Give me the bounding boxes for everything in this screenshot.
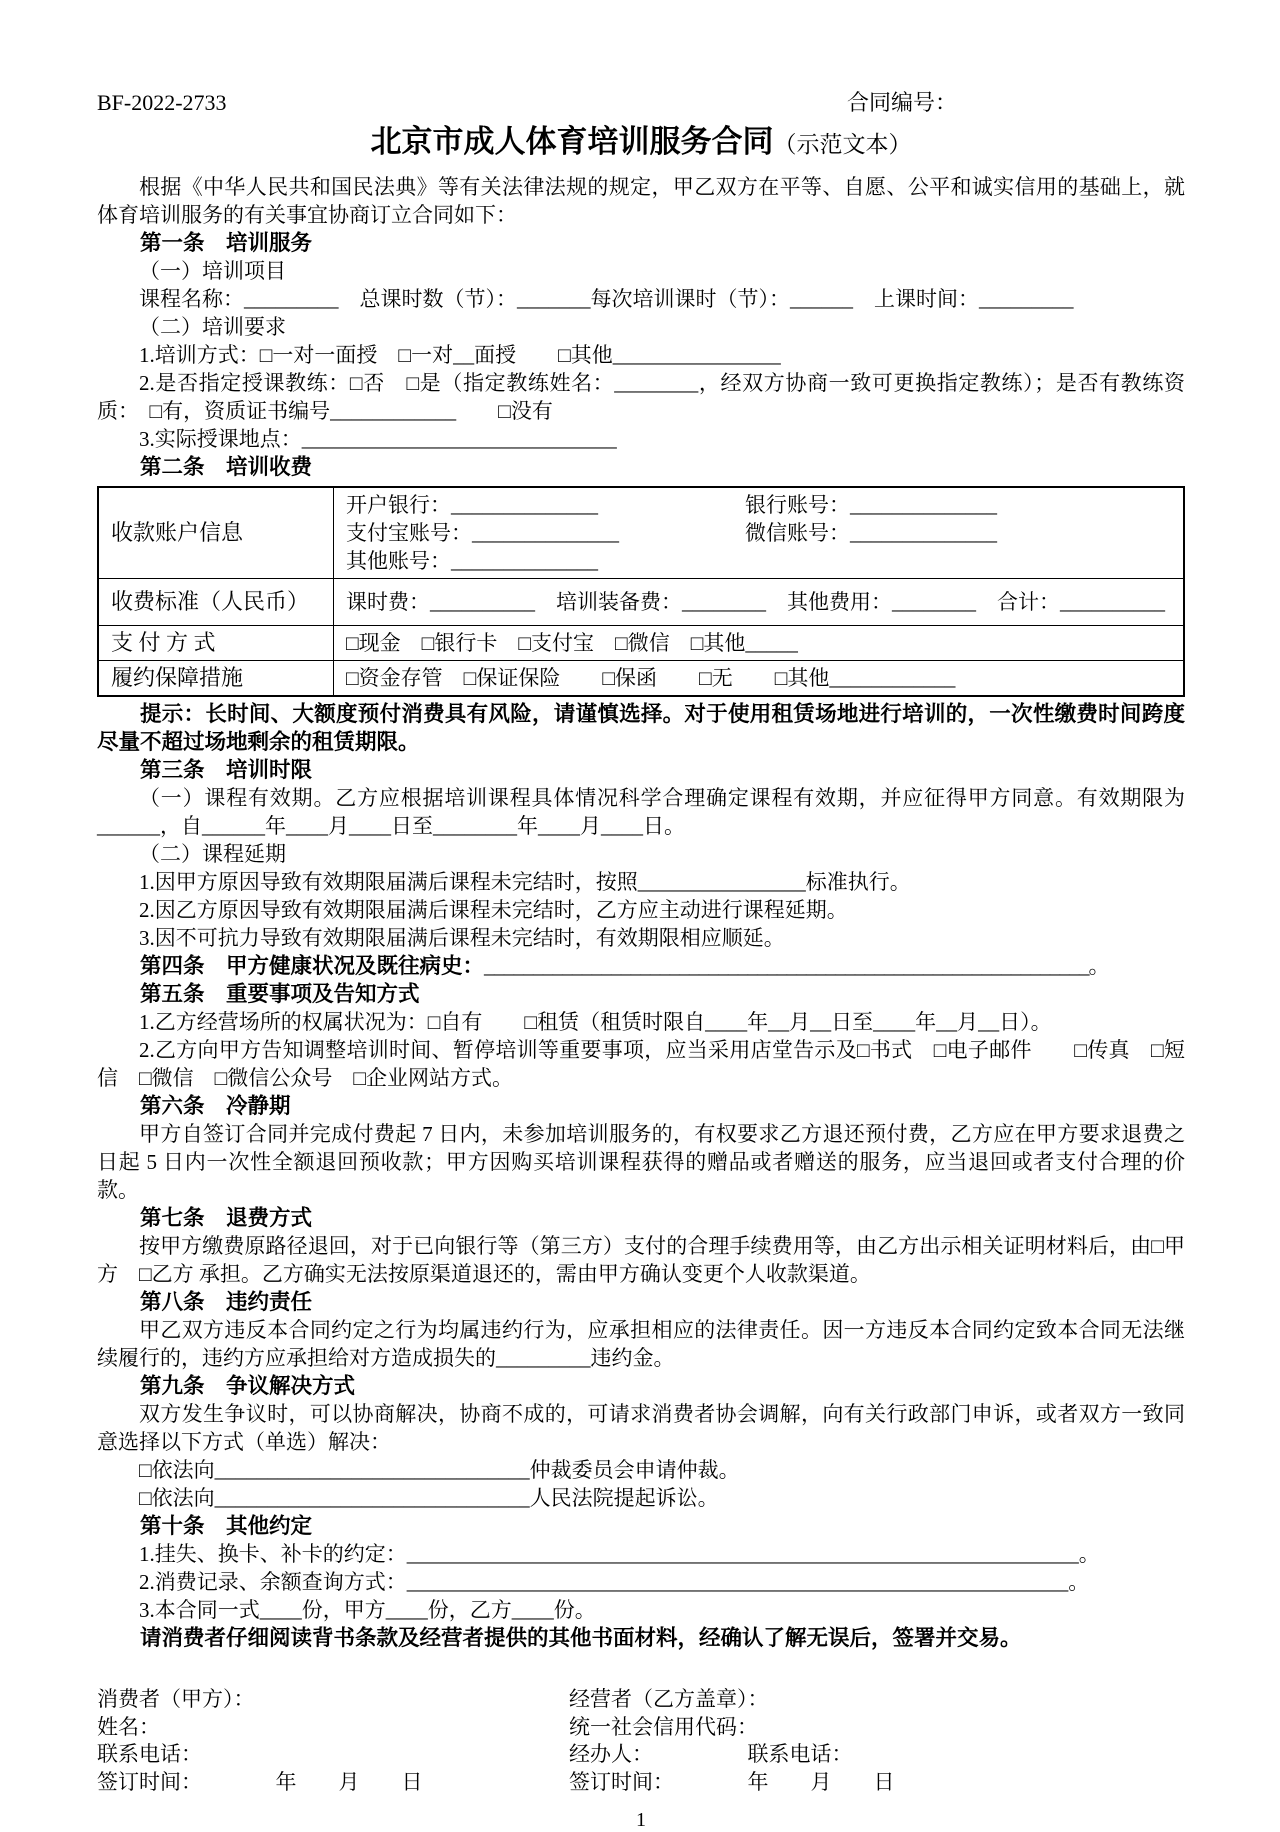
alipay-wechat-line: 支付宝账号：______________ 微信账号：______________	[346, 521, 997, 545]
course-validity-line: （一）课程有效期。乙方应根据培训课程具体情况科学合理确定课程有效期，并应征得甲方同意。有效期限为______，自______年____月____日至________年____月____日。	[97, 786, 1185, 838]
account-info-row	[98, 487, 1184, 579]
fee-standard-line: 课时费：__________ 培训装备费：________ 其他费用：________ 合计：__________	[346, 590, 1165, 614]
document-code: BF-2022-2733	[97, 90, 227, 115]
premises-ownership-line: 1.乙方经营场所的权属状况为：□自有 □租赁（租赁时限自____年__月__日至____年__月__日）。	[139, 1010, 1052, 1034]
card-loss-line: 1.挂失、换卡、补卡的约定：________________________________________________________________。	[139, 1542, 1100, 1566]
other-account-line: 其他账号：______________	[346, 549, 598, 573]
guarantee-options-line: □资金存管 □保证保险 □保函 □无 □其他____________	[346, 666, 956, 690]
breach-liability-paragraph: 甲乙双方违反本合同约定之行为均属违约行为，应承担相应的法律责任。因一方违反本合同约定致本合同无法继续履行的，违约方应承担给对方造成损失的_________违约金。	[97, 1318, 1185, 1370]
contract-title-main: 北京市成人体育培训服务合同	[370, 124, 774, 159]
arbitration-option-line: □依法向______________________________仲裁委员会申请仲裁。	[139, 1458, 740, 1482]
article4-label: 第四条 甲方健康状况及既往病史：	[140, 954, 485, 978]
course-info-line: 课程名称：_________ 总课时数（节）：_______每次培训课时（节）：______ 上课时间：_________	[139, 287, 1074, 311]
article4-blank: ______________________________________________________________。	[484, 954, 1110, 978]
party-a-title: 消费者（甲方）：	[97, 1687, 255, 1711]
article5-heading: 第五条 重要事项及告知方式	[140, 982, 420, 1006]
delay-item-2: 2.因乙方原因导致有效期限届满后课程未完结时，乙方应主动进行课程延期。	[139, 898, 848, 922]
fee-standard-label: 收费标准（人民币）	[98, 579, 334, 626]
payment-method-row	[98, 626, 1184, 661]
account-info-content	[334, 487, 1185, 579]
article8-heading: 第八条 违约责任	[140, 1290, 313, 1314]
account-info-label: 收款账户信息	[98, 487, 334, 579]
training-location-line: 3.实际授课地点：______________________________	[139, 427, 617, 451]
dispute-resolution-paragraph: 双方发生争议时，可以协商解决，协商不成的，可请求消费者协会调解，向有关行政部门申诉，或者双方一致同意选择以下方式（单选）解决：	[97, 1402, 1185, 1454]
payment-options-line: □现金 □银行卡 □支付宝 □微信 □其他_____	[346, 631, 798, 655]
article7-heading: 第七条 退费方式	[140, 1206, 313, 1230]
party-b-block	[569, 1686, 1185, 1796]
payment-method-label: 支 付 方 式	[98, 626, 334, 661]
contract-title	[97, 122, 1185, 165]
article9-heading: 第九条 争议解决方式	[140, 1374, 356, 1398]
copies-line: 3.本合同一式____份，甲方____份，乙方____份。	[139, 1598, 596, 1622]
party-a-phone-label: 联系电话：	[97, 1742, 202, 1766]
payment-method-content	[334, 626, 1185, 661]
party-b-credit-code-label: 统一社会信用代码：	[569, 1714, 758, 1739]
clause-3-2-label: （二）课程延期	[139, 842, 286, 866]
page-number: 1	[636, 1809, 646, 1831]
fee-standard-content	[334, 579, 1185, 626]
guarantee-content	[334, 661, 1185, 697]
guarantee-row	[98, 661, 1184, 697]
consumer-notice: 请消费者仔细阅读背书条款及经营者提供的其他书面材料，经确认了解无误后，签署并交易。	[140, 1626, 1022, 1650]
party-b-sign-date-label: 签订时间： 年 月 日	[569, 1769, 895, 1794]
clause-1-1-label: （一）培训项目	[139, 259, 286, 283]
party-b-title: 经营者（乙方盖章）：	[569, 1687, 769, 1711]
signature-block	[97, 1686, 1185, 1796]
litigation-option-line: □依法向______________________________人民法院提起诉讼。	[139, 1486, 719, 1510]
article10-heading: 第十条 其他约定	[140, 1514, 313, 1538]
article4-heading	[97, 952, 1185, 980]
notification-method-line: 2.乙方向甲方告知调整培训时间、暂停培训等重要事项，应当采用店堂告示及□书式 □电子邮件 □传真 □短信 □微信 □微信公众号 □企业网站方式。	[97, 1038, 1185, 1090]
training-method-line: 1.培训方式：□一对一面授 □一对__面授 □其他________________	[139, 343, 781, 367]
risk-tip: 提示：长时间、大额度预付消费具有风险，请谨慎选择。对于使用租赁场地进行培训的，一次性缴费时间跨度尽量不超过场地剩余的租赁期限。	[97, 702, 1185, 754]
page-header	[97, 88, 1185, 118]
coach-assignment-line: 2.是否指定授课教练：□否 □是（指定教练姓名：________，经双方协商一致可更换指定教练）；是否有教练资质： □有，资质证书编号____________ □没有	[97, 371, 1185, 423]
fee-table	[97, 486, 1185, 697]
clause-1-2-label: （二）培训要求	[139, 315, 286, 339]
party-a-name-label: 姓名：	[97, 1714, 160, 1739]
delay-item-1: 1.因甲方原因导致有效期限届满后课程未完结时，按照________________标准执行。	[139, 870, 911, 894]
guarantee-label: 履约保障措施	[98, 661, 334, 697]
intro-paragraph: 根据《中华人民共和国民法典》等有关法律法规的规定，甲乙双方在平等、自愿、公平和诚实信用的基础上，就体育培训服务的有关事宜协商订立合同如下：	[97, 175, 1185, 227]
party-b-agent-phone-label: 经办人： 联系电话：	[569, 1742, 853, 1766]
cooling-off-paragraph: 甲方自签订合同并完成付费起 7 日内，未参加培训服务的，有权要求乙方退还预付费，乙方应在甲方要求退费之日起 5 日内一次性全额退回预收款；甲方因购买培训课程获得的赠品或者赠送的服务，应当退回或者支付合理的价款。	[97, 1122, 1185, 1202]
contract-number-label: 合同编号：	[846, 90, 957, 115]
article6-heading: 第六条 冷静期	[140, 1094, 291, 1118]
record-query-line: 2.消费记录、余额查询方式：_______________________________________________________________。	[139, 1570, 1090, 1594]
refund-method-paragraph: 按甲方缴费原路径退回，对于已向银行等（第三方）支付的合理手续费用等，由乙方出示相关证明材料后，由□甲方 □乙方 承担。乙方确实无法按原渠道退还的，需由甲方确认变更个人收款渠道。	[97, 1234, 1185, 1286]
article1-heading: 第一条 培训服务	[140, 231, 313, 255]
article2-heading: 第二条 培训收费	[140, 455, 313, 479]
article3-heading: 第三条 培训时限	[140, 758, 313, 782]
delay-item-3: 3.因不可抗力导致有效期限届满后课程未完结时，有效期限相应顺延。	[139, 926, 785, 950]
party-a-sign-date-label: 签订时间： 年 月 日	[97, 1769, 423, 1794]
bank-account-line: 开户银行：______________ 银行账号：______________	[346, 493, 997, 517]
contract-title-annotation: （示范文本）	[773, 132, 912, 157]
fee-standard-row	[98, 579, 1184, 626]
party-a-block	[97, 1686, 569, 1796]
